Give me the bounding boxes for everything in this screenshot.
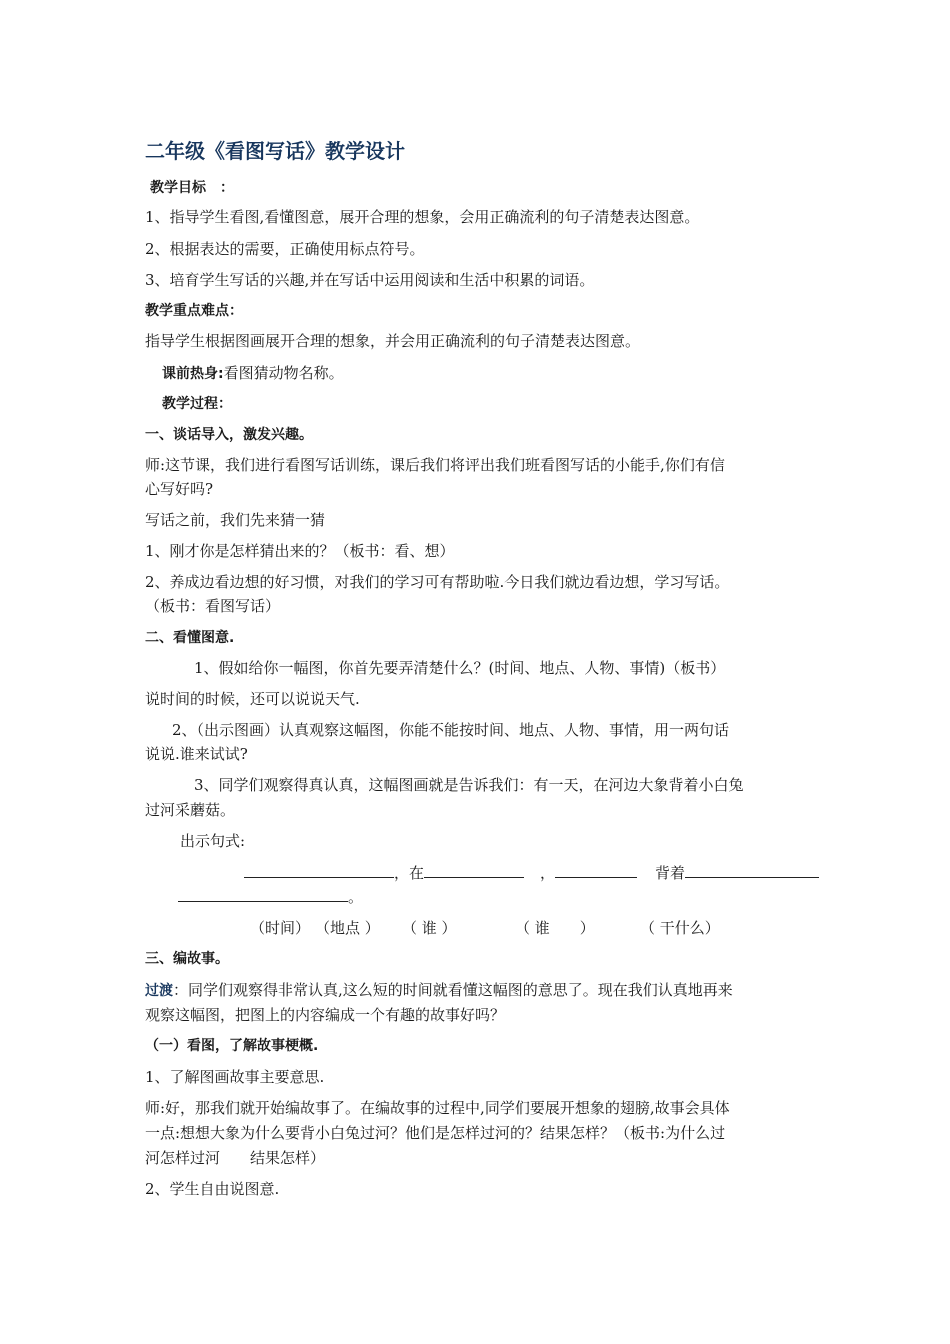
fill-blank xyxy=(555,862,637,878)
paragraph-line: 2、（出示图画）认真观察这幅图，你能不能按时间、地点、人物、事情，用一两句话 xyxy=(172,721,730,739)
pattern-comma: ， xyxy=(540,864,556,882)
paragraph-line: 说说.谁来试试? xyxy=(145,745,248,763)
section-heading: 一、谈话导入，激发兴趣。 xyxy=(145,427,313,443)
paragraph-line: 心写好吗? xyxy=(145,480,214,498)
paragraph-line: 1、刚才你是怎样猜出来的？（板书：看、想） xyxy=(145,542,455,560)
pattern-hint: （时间） xyxy=(250,919,311,937)
transition-label: 过渡 xyxy=(145,983,173,999)
goal-item: 3、培育学生写话的兴趣,并在写话中运用阅读和生活中积累的词语。 xyxy=(145,271,595,289)
key-heading: 教学重点难点： xyxy=(145,303,243,319)
transition-text: ：同学们观察得非常认真,这么短的时间就看懂这幅图的意思了。现在我们认真地再来 xyxy=(173,981,733,999)
document-title: 二年级《看图写话》教学设计 xyxy=(145,139,405,163)
paragraph-line: 师:这节课，我们进行看图写话训练，课后我们将评出我们班看图写话的小能手,你们有信 xyxy=(145,456,725,474)
pattern-period: 。 xyxy=(348,888,364,906)
pattern-word-beizhe: 背着 xyxy=(655,864,686,882)
pattern-hint: （ 谁 ） xyxy=(515,919,595,937)
fill-blank xyxy=(178,886,348,902)
process-heading: 教学过程： xyxy=(162,396,232,412)
subsection-heading: （一）看图，了解故事梗概. xyxy=(145,1038,319,1054)
warmup-label: 课前热身: xyxy=(162,366,224,382)
paragraph-line: 3、同学们观察得真认真，这幅图画就是告诉我们：有一天，在河边大象背着小白兔 xyxy=(194,776,744,794)
pattern-hint: （ 谁 ） xyxy=(402,919,457,937)
goal-item: 1、指导学生看图,看懂图意，展开合理的想象，会用正确流利的句子清楚表达图意。 xyxy=(145,208,700,226)
paragraph-line xyxy=(145,979,733,1002)
paragraph-line: 1、假如给你一幅图，你首先要弄清楚什么？(时间、地点、人物、事情)（板书） xyxy=(194,659,726,677)
goals-heading: 教学目标 ： xyxy=(150,180,234,196)
paragraph-line: 2、学生自由说图意. xyxy=(145,1180,280,1198)
paragraph-line: （板书：看图写话） xyxy=(145,597,281,615)
paragraph-line: 1、了解图画故事主要意思. xyxy=(145,1068,325,1086)
paragraph-line: 2、养成边看边想的好习惯，对我们的学习可有帮助啦.今日我们就边看边想，学习写话。 xyxy=(145,573,730,591)
paragraph-line: 写话之前，我们先来猜一猜 xyxy=(145,511,326,529)
paragraph-line: 河怎样过河 结果怎样） xyxy=(145,1149,326,1167)
section-heading: 三、编故事。 xyxy=(145,951,229,967)
pattern-hint: （ 干什么） xyxy=(640,919,720,937)
fill-blank xyxy=(424,862,524,878)
paragraph-line: 说时间的时候，还可以说说天气. xyxy=(145,690,360,708)
fill-blank xyxy=(244,862,394,878)
goal-item: 2、根据表达的需要，正确使用标点符号。 xyxy=(145,240,425,258)
warmup-line xyxy=(162,362,344,385)
pattern-hint: （地点 ） xyxy=(315,919,380,937)
sentence-pattern-line xyxy=(244,862,819,884)
paragraph-line: 师:好，那我们就开始编故事了。在编故事的过程中,同学们要展开想象的翅膀,故事会具体 xyxy=(145,1099,730,1117)
paragraph-line: 观察这幅图，把图上的内容编成一个有趣的故事好吗？ xyxy=(145,1006,506,1024)
paragraph-line: 过河采蘑菇。 xyxy=(145,801,236,819)
sentence-pattern-line xyxy=(178,886,363,908)
pattern-comma: ， xyxy=(394,864,410,882)
warmup-text: 看图猜动物名称。 xyxy=(223,364,344,382)
fill-blank xyxy=(685,862,819,878)
pattern-label: 出示句式: xyxy=(180,832,246,850)
section-heading: 二、看懂图意. xyxy=(145,630,235,646)
key-text: 指导学生根据图画展开合理的想象，并会用正确流利的句子清楚表达图意。 xyxy=(145,332,641,350)
paragraph-line: 一点:想想大象为什么要背小白兔过河？他们是怎样过河的？结果怎样？（板书:为什么过 xyxy=(145,1124,726,1142)
pattern-word-zai: 在 xyxy=(409,864,425,882)
